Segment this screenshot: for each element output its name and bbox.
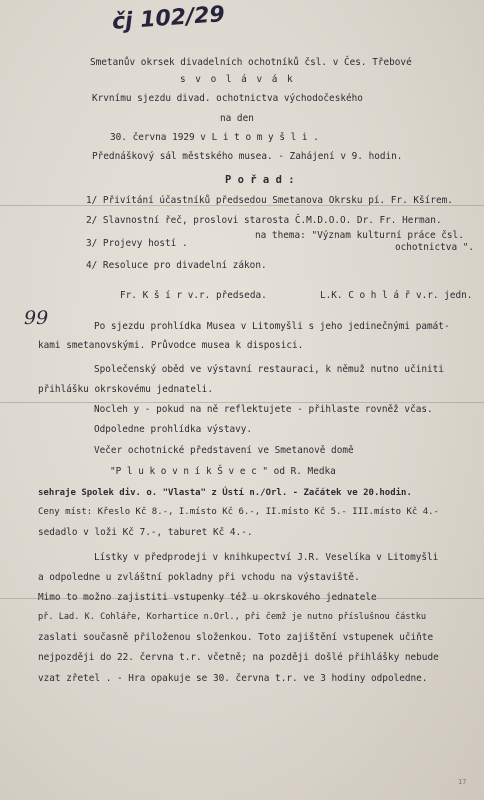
program-item-1: 1/ Přivítání účastníků předsedou Smetanova Okrsku pí. Fr. Kšírem.	[86, 195, 453, 206]
body-line-7: Večer ochotnické představení ve Smetanově domě	[94, 445, 354, 456]
body-line-1: Po sjezdu prohlídka Musea v Litomyšli s jeho jedinečnými památ-	[94, 321, 450, 332]
handwritten-margin-mark: 99	[24, 307, 49, 329]
body-line-6: Odpoledne prohlídka výstavy.	[94, 424, 253, 435]
body-line-3: Společenský oběd ve výstavní restauraci, k němuž nutno učiniti	[94, 364, 444, 375]
header-invitation: s v o l á v á k	[180, 74, 295, 85]
program-item-4: 4/ Resoluce pro divadelní zákon.	[86, 260, 267, 271]
corner-page-note: 17	[458, 778, 467, 786]
header-event: Krvnímu sjezdu divad. ochotnictva východočeského	[92, 93, 363, 104]
body-line-12: Lístky v předprodeji v knihkupectví J.R. Veselíka v Litomyšli	[94, 552, 439, 563]
body-line-11: sedadlo v loži Kč 7.-, taburet Kč 4.-.	[38, 527, 253, 538]
program-title: P o ř a d :	[225, 174, 295, 186]
body-line-16: zaslati současně přiloženou složenkou. Toto zajištění vstupenek učiňte	[38, 632, 434, 643]
signature-chairman: Fr. K š í r v.r. předseda.	[120, 290, 267, 301]
body-line-9: sehraje Spolek div. o. "Vlasta" z Ústí n./Orl. - Začátek ve 20.hodin.	[38, 488, 412, 498]
handwritten-reference-number: čj 102/29	[111, 2, 226, 35]
body-line-5: Nocleh y - pokud na ně reflektujete - přihlaste rovněž včas.	[94, 404, 433, 415]
body-line-17: nejpozději do 22. června t.r. včetně; na později došlé přihlášky nebude	[38, 652, 439, 663]
body-line-10: Ceny míst: Křeslo Kč 8.-, I.místo Kč 6.-, II.místo Kč 5.- III.místo Kč 4.-	[38, 507, 439, 517]
program-item-2: 2/ Slavnostní řeč, proslovi starosta Č.M.D.O.O. Dr. Fr. Herman.	[86, 215, 442, 226]
fold-line	[0, 402, 484, 403]
program-item-2-topic-end: ochotnictva ".	[395, 242, 475, 253]
program-item-3: 3/ Projevy hostí .	[86, 238, 188, 249]
body-line-15: př. Lad. K. Cohláře, Korhartice n.Orl., při čemž je nutno příslušnou částku	[38, 612, 427, 622]
body-line-2: kami smetanovskými. Průvodce musea k disposici.	[38, 340, 304, 351]
body-line-8: "P l u k o v n í k Š v e c " od R. Medka	[110, 466, 336, 477]
header-organization: Smetanův okrsek divadelních ochotníků čsl. v Čes. Třebové	[90, 57, 412, 68]
program-item-2-topic: na thema: "Význam kulturní práce čsl.	[255, 230, 464, 241]
body-line-13: a odpoledne u zvláštní pokladny při vchodu na výstaviště.	[38, 572, 360, 583]
header-venue: Přednáškový sál městského musea. - Zahájení v 9. hodin.	[92, 151, 403, 162]
body-line-14: Mimo to možno zajistiti vstupenky též u okrskového jednatele	[38, 592, 377, 603]
body-line-18: vzat zřetel . - Hra opakuje se 30. června t.r. ve 3 hodiny odpoledne.	[38, 673, 428, 684]
signature-secretary: L.K. C o h l á ř v.r. jedn.	[320, 290, 473, 301]
body-line-4: přihlášku okrskovému jednateli.	[38, 384, 213, 395]
header-date: 30. června 1929 v L i t o m y š l i .	[110, 132, 319, 143]
header-date-prefix: na den	[220, 113, 254, 124]
